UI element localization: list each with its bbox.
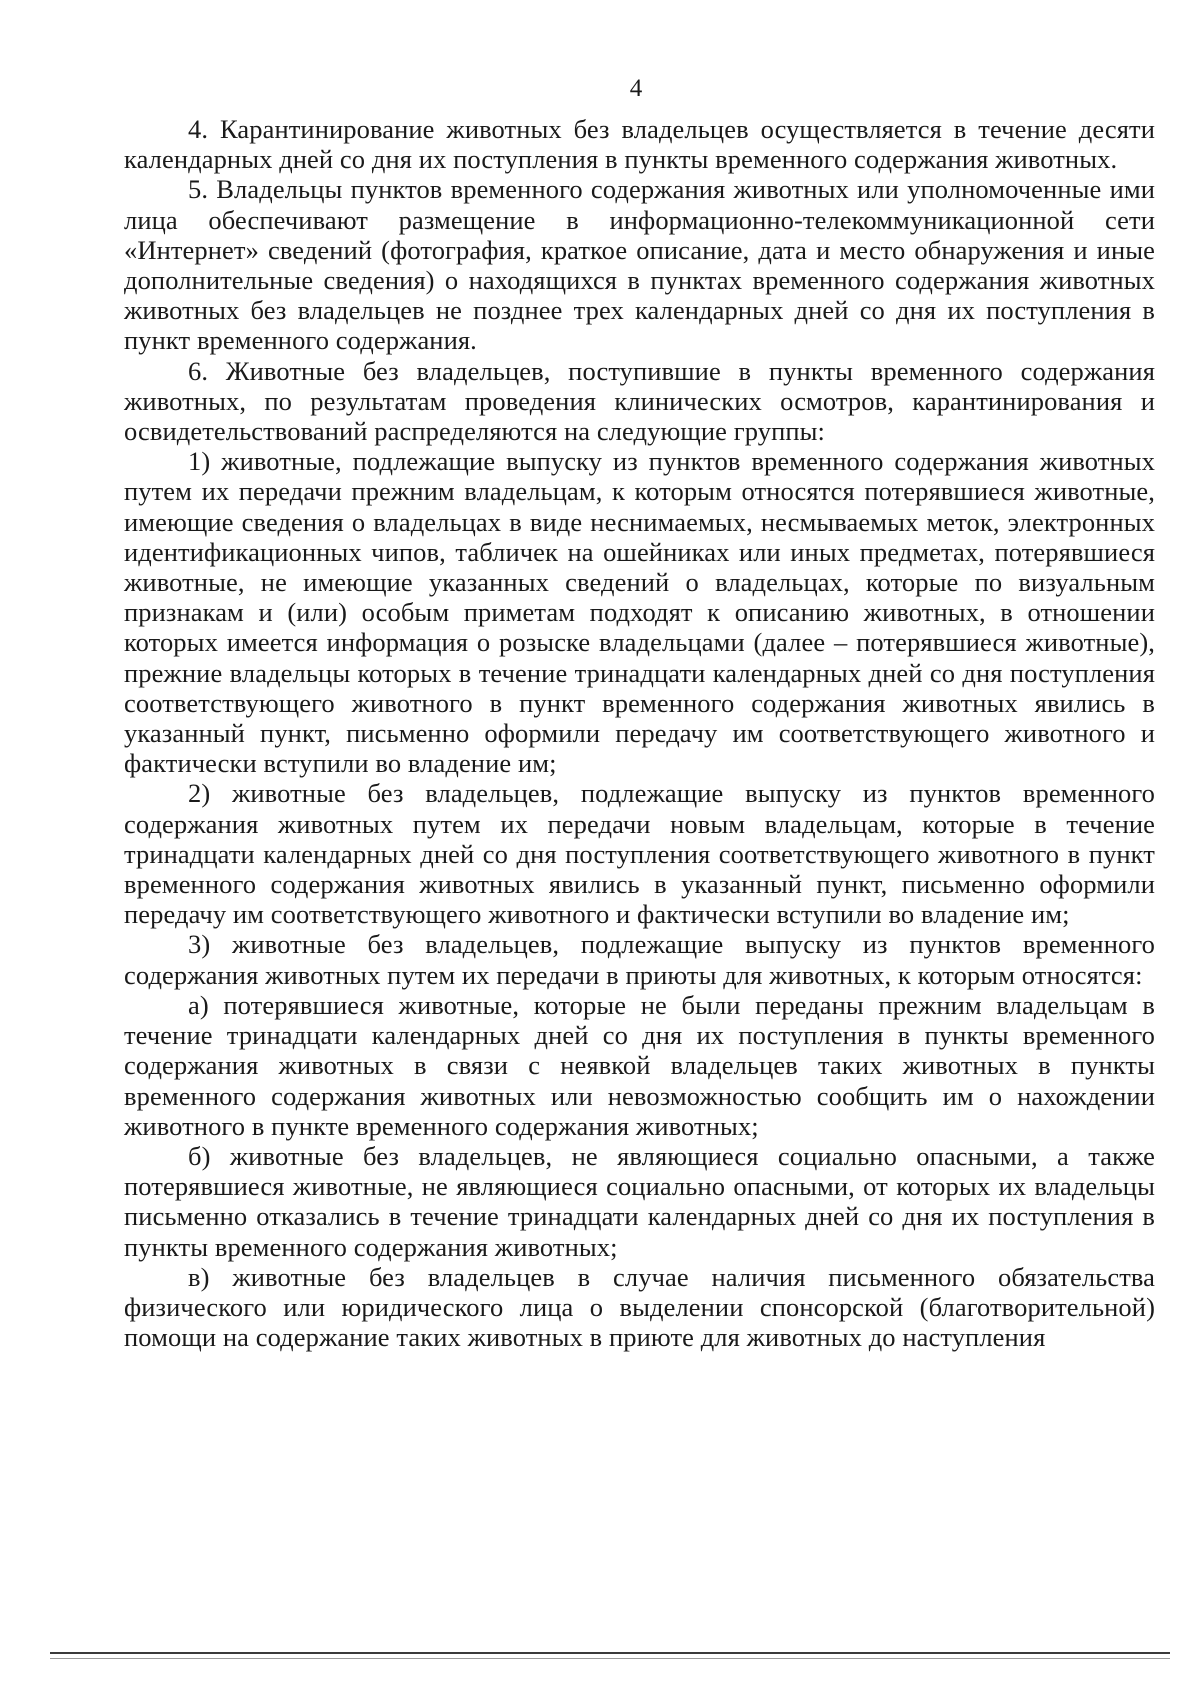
- subparagraph-3a: а) потерявшиеся животные, которые не были переданы прежним владельцам в течение тринадцати календарных дней со дня их поступления в пункты временного содержания животных в связи с неявкой владельцев таких животных в пункты временного содержания животных или невозможностью сообщить им о нахождении животного в пункте временного содержания животных;: [124, 989, 1155, 1141]
- subparagraph-2: 2) животные без владельцев, подлежащие выпуску из пунктов временного содержания животных путем их передачи новым владельцам, которые в течение тринадцати календарных дней со дня поступления соответствующего животного в пункт временного содержания животных явились в указанный пункт, письменно оформили передачу им соответствующего животного и фактически вступили во владение им;: [124, 778, 1155, 930]
- subparagraph-3v: в) животные без владельцев в случае наличия письменного обязательства физического или юридического лица о выделении спонсорской (благотворительной) помощи на содержание таких животных в приюте для животных до наступления: [124, 1261, 1155, 1353]
- subparagraph-1: 1) животные, подлежащие выпуску из пунктов временного содержания животных путем их передачи прежним владельцам, к которым относятся потерявшиеся животные, имеющие сведения о владельцах в виде неснимаемых, несмываемых меток, электронных идентификационных чипов, табличек на ошейниках или иных предметах, потерявшиеся животные, не имеющие указанных сведений о владельцах, которые по визуальным признакам и (или) особым приметам подходят к описанию животных, в отношении которых имеется информация о розыске владельцами (далее – потерявшиеся животные), прежние владельцы которых в течение тринадцати календарных дней со дня поступления соответствующего животного в пункт временного содержания животных явились в указанный пункт, письменно оформили передачу им соответствующего животного и фактически вступили во владение им;: [124, 446, 1155, 779]
- bottom-divider-thin: [50, 1658, 1170, 1659]
- subparagraph-3b: б) животные без владельцев, не являющиеся социально опасными, а также потерявшиеся животные, не являющиеся социально опасными, от которых их владельцы письменно отказались в течение тринадцати календарных дней со дня их поступления в пункты временного содержания животных;: [124, 1140, 1155, 1262]
- page-number: 4: [629, 75, 643, 102]
- document-body: [124, 114, 1155, 1352]
- bottom-divider: [50, 1652, 1170, 1654]
- paragraph-item-4: 4. Карантинирование животных без владельцев осуществляется в течение десяти календарных дней со дня их поступления в пункты временного содержания животных.: [124, 114, 1155, 175]
- subparagraph-3: 3) животные без владельцев, подлежащие выпуску из пунктов временного содержания животных путем их передачи в приюты для животных, к которым относятся:: [124, 929, 1155, 990]
- paragraph-item-5: 5. Владельцы пунктов временного содержания животных или уполномоченные ими лица обеспечивают размещение в информационно-телекоммуникационной сети «Интернет» сведений (фотография, краткое описание, дата и место обнаружения и иные дополнительные сведения) о находящихся в пунктах временного содержания животных животных без владельцев не позднее трех календарных дней со дня их поступления в пункт временного содержания.: [124, 174, 1155, 356]
- paragraph-item-6: 6. Животные без владельцев, поступившие в пункты временного содержания животных, по результатам проведения клинических осмотров, карантинирования и освидетельствований распределяются на следующие группы:: [124, 355, 1155, 447]
